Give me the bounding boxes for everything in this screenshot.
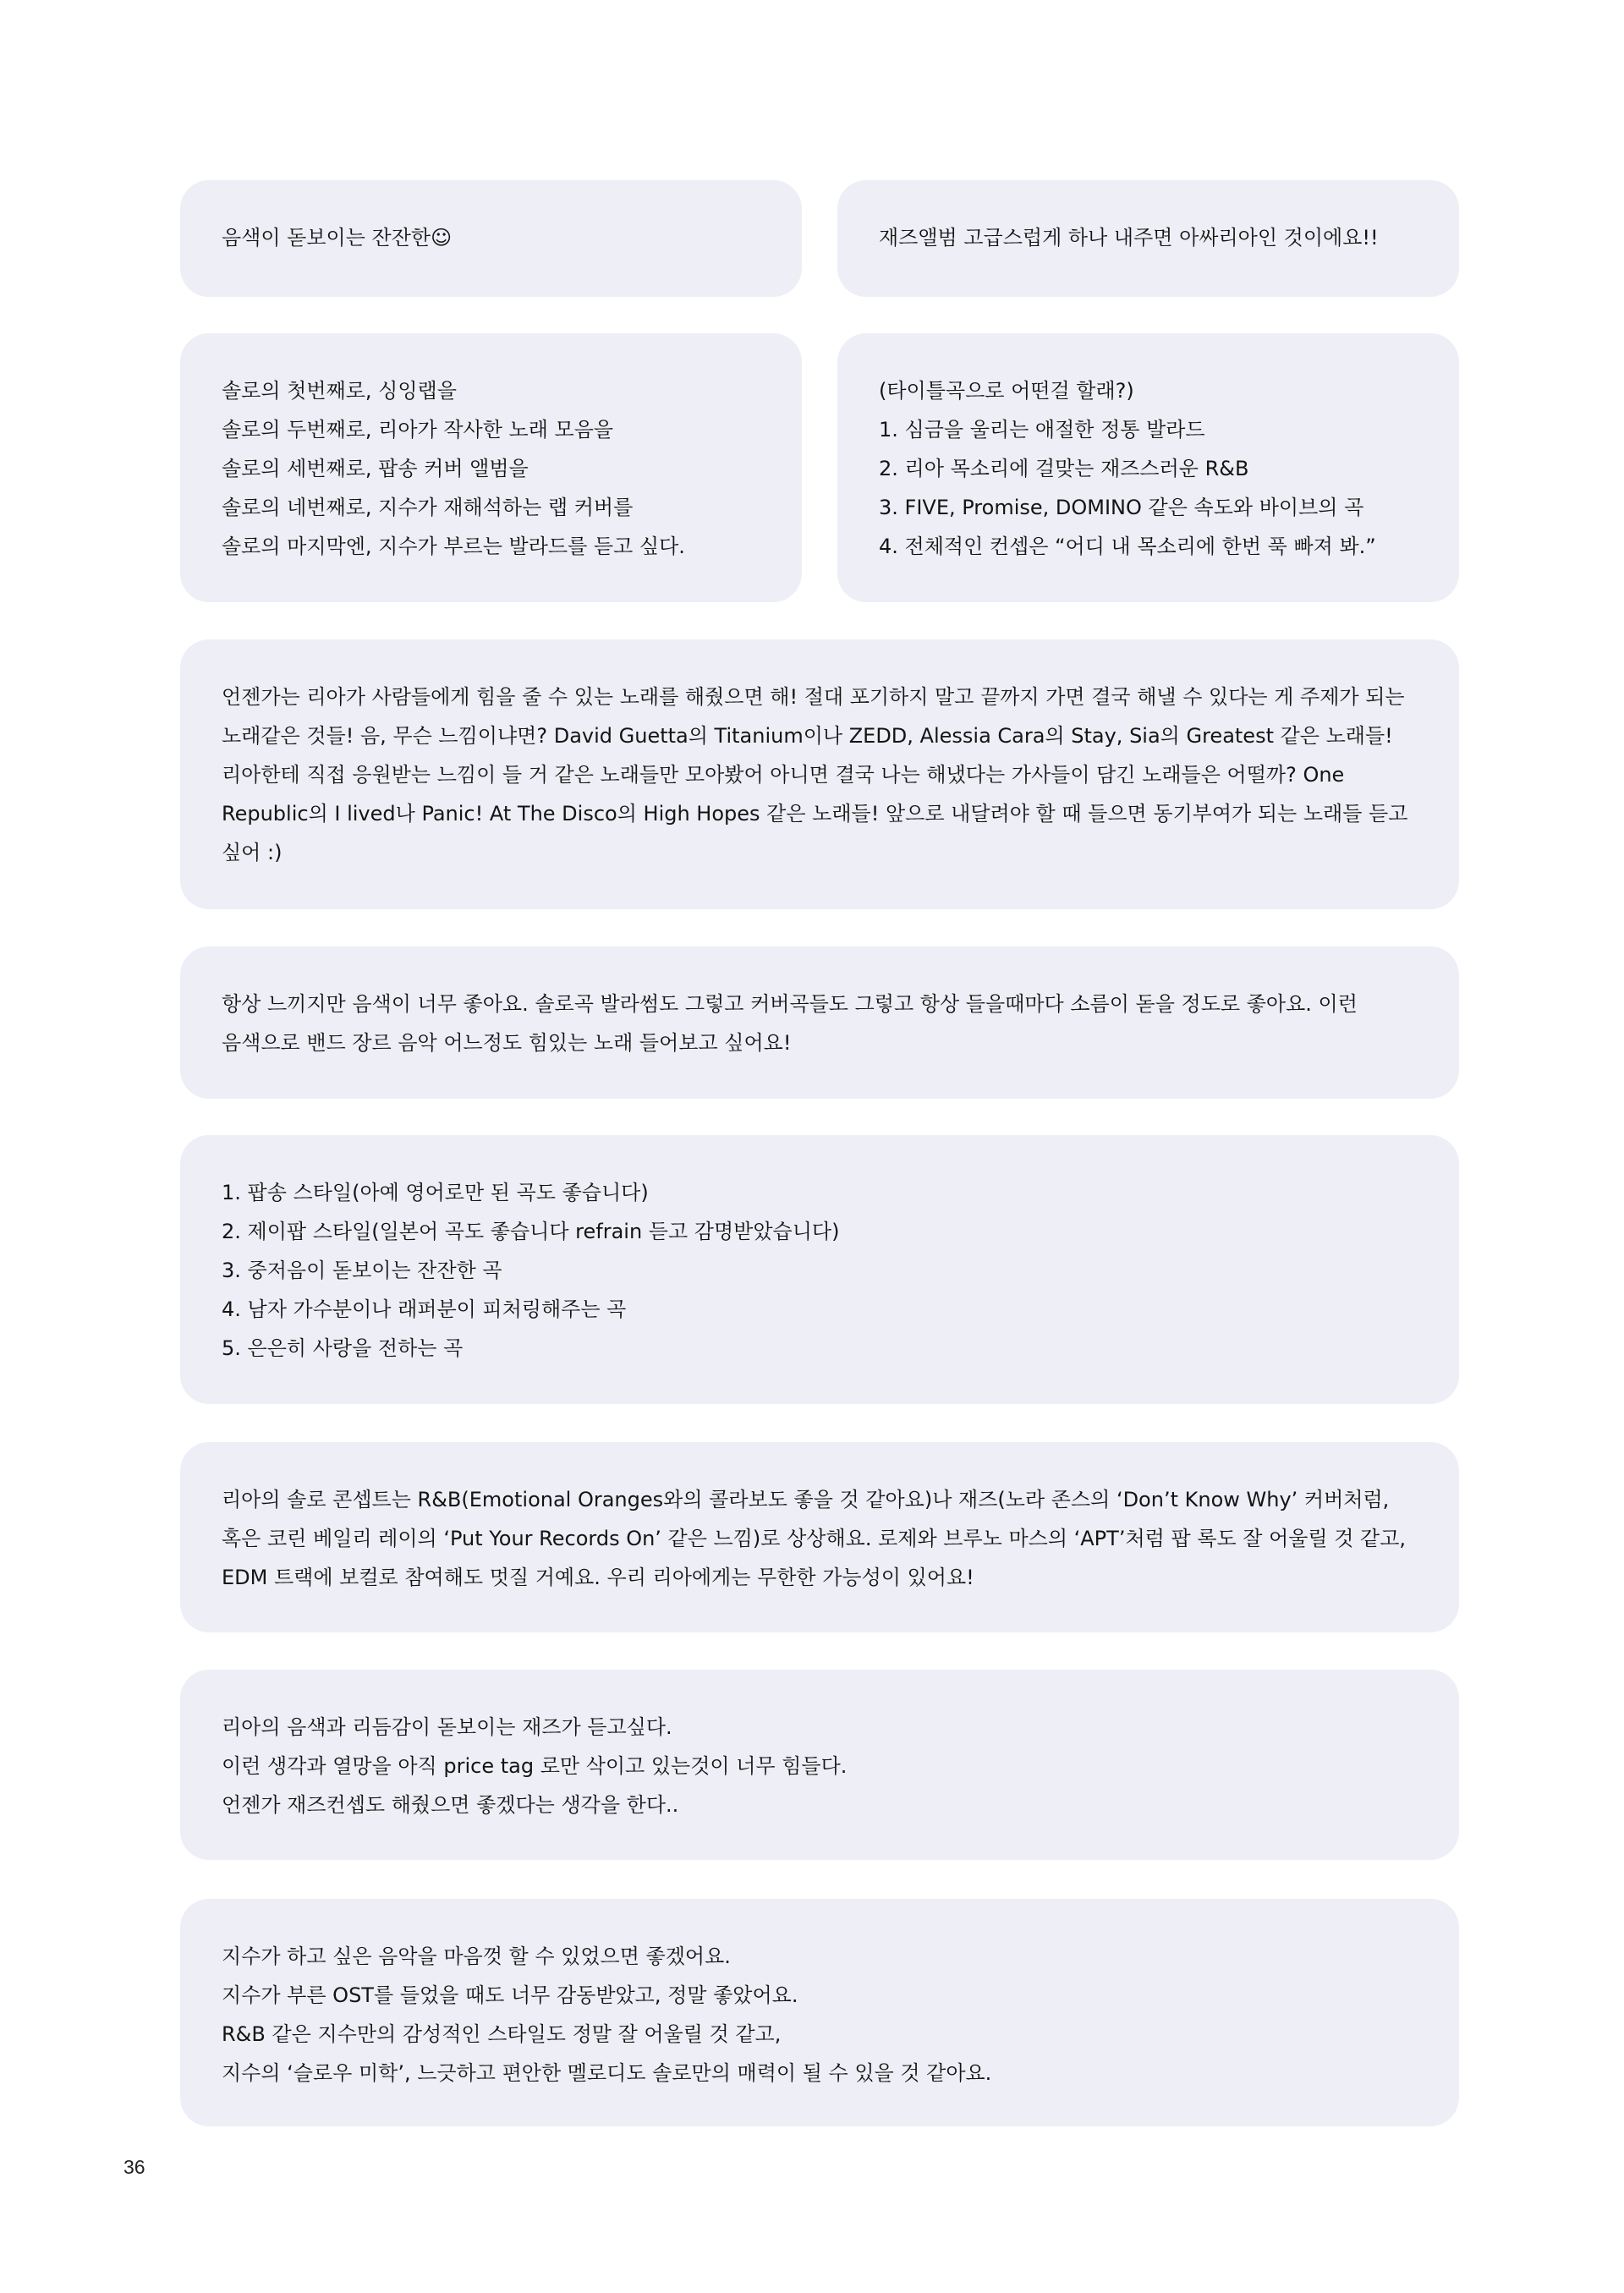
message-line: 솔로의 마지막엔, 지수가 부르는 발라드를 듣고 싶다. [222,535,685,558]
message-line: 3. FIVE, Promise, DOMINO 같은 속도와 바이브의 곡 [879,496,1364,519]
message-line: 5. 은은히 사랑을 전하는 곡 [222,1336,464,1360]
message-line: 재즈앨범 고급스럽게 하나 내주면 아싸리아인 것이에요!! [879,226,1379,250]
message-card-4 [837,333,1459,602]
message-card-10 [180,1899,1459,2126]
message-line: 음색이 돋보이는 잔잔한☺ [222,226,453,250]
message-card-3 [180,333,802,602]
message-card-2 [837,180,1459,297]
message-line: 4. 남자 가수분이나 래퍼분이 피처링해주는 곡 [222,1297,627,1321]
message-card-7 [180,1135,1459,1404]
message-paragraph: 리아의 솔로 콘셉트는 R&B(Emotional Oranges와의 콜라보도 좋을 것 같아요)나 재즈(노라 존스의 ‘Don’t Know Why’ 커버처럼, 혹은 코린 베일리 레이의 ‘Put Your Records On’ 같은 느낌)로 상상해요. 로제와 브루노 마스의 ‘APT’처럼 팝 록도 잘 어울릴 것 같고, EDM 트랙에 보컬로 참여해도 멋질 거예요. 우리 리아에게는 무한한 가능성이 있어요! [222,1488,1407,1589]
message-line: (타이틀곡으로 어떤걸 할래?) [879,379,1134,403]
message-line: 이런 생각과 열망을 아직 price tag 로만 삭이고 있는것이 너무 힘들다. [222,1754,848,1778]
message-line: 1. 심금을 울리는 애절한 정통 발라드 [879,418,1205,442]
message-line: 리아의 음색과 리듬감이 돋보이는 재즈가 듣고싶다. [222,1715,672,1739]
message-paragraph: 언젠가는 리아가 사람들에게 힘을 줄 수 있는 노래를 해줬으면 해! 절대 포기하지 말고 끝까지 가면 결국 해낼 수 있다는 게 주제가 되는 노래같은 것들! 음, 무슨 느낌이냐면? David Guetta의 Titanium이나 ZEDD, Alessia Cara의 Stay, Sia의 Greatest 같은 노래들! 리아한테 직접 응원받는 느낌이 들 거 같은 노래들만 모아봤어 아니면 결국 나는 해냈다는 가사들이 담긴 노래들은 어떨까? One Republic의 I lived나 Panic! At The Disco의 High Hopes 같은 노래들! 앞으로 내달려야 할 때 들으면 동기부여가 되는 노래들 듣고 싶어 :) [222,685,1408,864]
page-number: 36 [123,2156,145,2178]
message-line: 2. 리아 목소리에 걸맞는 재즈스러운 R&B [879,457,1249,480]
message-card-9 [180,1670,1459,1860]
message-line: 3. 중저음이 돋보이는 잔잔한 곡 [222,1259,502,1282]
message-card-6 [180,946,1459,1099]
message-line: 지수가 하고 싶은 음악을 마음껏 할 수 있었으면 좋겠어요. [222,1945,731,1968]
message-line: 2. 제이팝 스타일(일본어 곡도 좋습니다 refrain 듣고 감명받았습니다) [222,1220,840,1243]
message-line: 언젠가 재즈컨셉도 해줬으면 좋겠다는 생각을 한다.. [222,1793,679,1817]
message-line: 지수의 ‘슬로우 미학’, 느긋하고 편안한 멜로디도 솔로만의 매력이 될 수 있을 것 같아요. [222,2061,992,2085]
message-card-8 [180,1442,1459,1632]
message-card-1 [180,180,802,297]
message-line: 4. 전체적인 컨셉은 “어디 내 목소리에 한번 푹 빠져 봐.” [879,535,1376,558]
message-paragraph: 항상 느끼지만 음색이 너무 좋아요. 솔로곡 발라썸도 그렇고 커버곡들도 그렇고 항상 들을때마다 소름이 돋을 정도로 좋아요. 이런 음색으로 밴드 장르 음악 어느정도 힘있는 노래 들어보고 싶어요! [222,992,1358,1055]
message-line: 솔로의 두번째로, 리아가 작사한 노래 모음을 [222,418,614,442]
message-line: R&B 같은 지수만의 감성적인 스타일도 정말 잘 어울릴 것 같고, [222,2022,782,2046]
message-line: 솔로의 첫번째로, 싱잉랩을 [222,379,457,403]
message-line: 1. 팝송 스타일(아예 영어로만 된 곡도 좋습니다) [222,1181,649,1204]
message-line: 솔로의 네번째로, 지수가 재해석하는 랩 커버를 [222,496,634,519]
message-line: 지수가 부른 OST를 들었을 때도 너무 감동받았고, 정말 좋았어요. [222,1983,798,2007]
message-card-5 [180,639,1459,909]
message-line: 솔로의 세번째로, 팝송 커버 앨범을 [222,457,529,480]
